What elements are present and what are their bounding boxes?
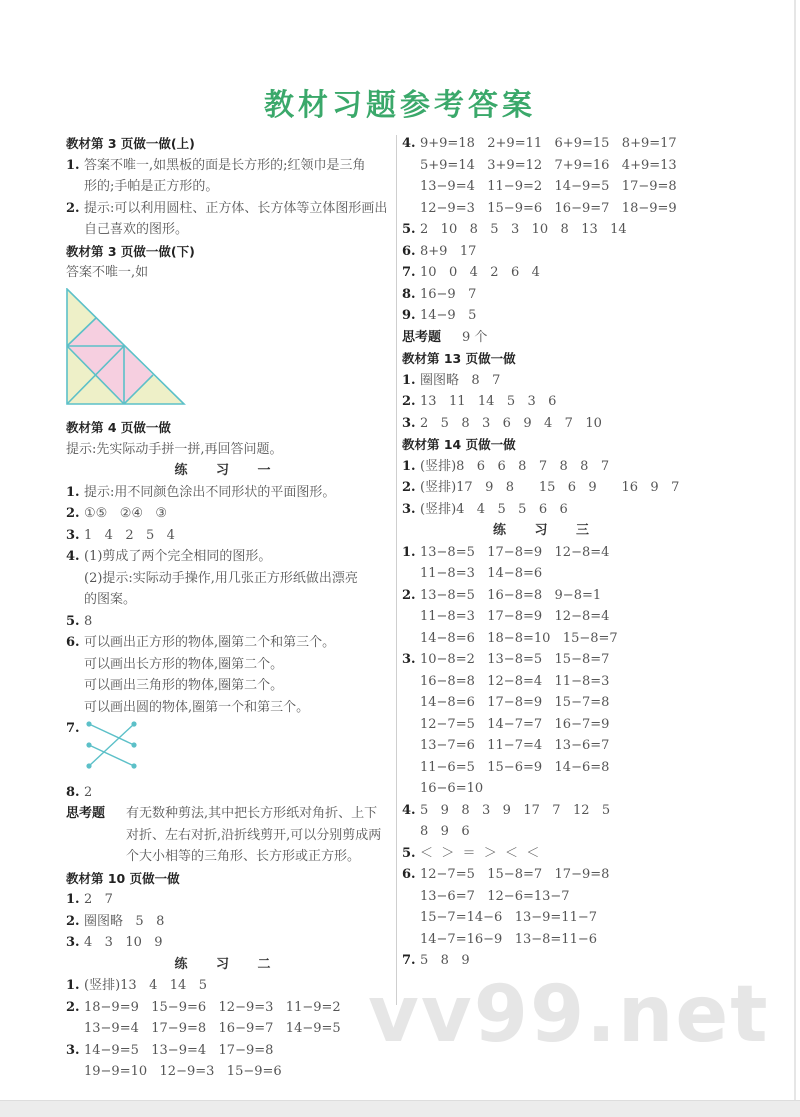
answer-lines bbox=[84, 718, 391, 782]
answer-line: 11−8=3 17−8=9 12−8=4 bbox=[420, 609, 610, 624]
answer-item bbox=[402, 305, 692, 327]
answer-line: 13−9=4 11−9=2 14−9=5 17−9=8 bbox=[420, 179, 677, 194]
section-heading: 教材第 10 页做一做 bbox=[66, 870, 180, 886]
answer-line: 5+9=14 3+9=12 7+9=16 4+9=13 bbox=[420, 157, 677, 173]
answer-line: 13−9=4 17−9=8 16−9=7 14−9=5 bbox=[84, 1021, 341, 1036]
item-number: 3. bbox=[66, 527, 80, 543]
watermark: vv99.net bbox=[368, 970, 770, 1060]
answer-lines bbox=[420, 262, 692, 284]
exercise-heading: 练 习 一 bbox=[174, 463, 283, 478]
answer-line: 5 9 8 3 9 17 7 12 5 bbox=[420, 802, 611, 818]
item-number: 6. bbox=[402, 243, 416, 259]
answer-text: 提示:先实际动手拼一拼,再回答问题。 bbox=[66, 441, 283, 457]
answer-lines bbox=[84, 611, 391, 633]
answer-lines bbox=[420, 542, 692, 585]
item-number: 4. bbox=[402, 136, 416, 151]
item-number: 7. bbox=[402, 953, 416, 968]
tangram-triangle-diagram bbox=[66, 288, 188, 406]
item-number: 3. bbox=[402, 501, 416, 517]
answer-line: 14−7=16−9 13−8=11−6 bbox=[420, 931, 598, 947]
answer-lines bbox=[84, 975, 391, 997]
answer-item bbox=[66, 503, 391, 525]
answer-line: 16−9 7 bbox=[420, 286, 477, 302]
answer-line: 19−9=10 12−9=3 15−9=6 bbox=[84, 1064, 282, 1079]
answer-line: 8+9 17 bbox=[420, 243, 477, 259]
answer-lines bbox=[84, 525, 391, 547]
answer-lines bbox=[84, 632, 391, 718]
answer-line: 13−8=5 16−8=8 9−8=1 bbox=[420, 587, 602, 603]
answer-lines bbox=[420, 800, 692, 843]
answer-lines bbox=[420, 219, 692, 241]
section-heading: 教材第 14 页做一做 bbox=[402, 437, 516, 452]
answer-item bbox=[402, 241, 692, 263]
answer-line: 答案不唯一,如黑板的面是长方形的;红领巾是三角 bbox=[84, 157, 366, 173]
answer-text: 答案不唯一,如 bbox=[66, 265, 149, 280]
answer-lines bbox=[420, 649, 692, 800]
answer-line: 2 bbox=[84, 784, 93, 800]
page-edge bbox=[794, 0, 796, 1100]
answer-line: 可以画出圆的物体,圈第一个和第三个。 bbox=[84, 699, 310, 715]
item-number: 1. bbox=[66, 892, 80, 907]
answer-lines bbox=[462, 327, 692, 349]
answer-line: 5 8 9 bbox=[420, 953, 470, 968]
answer-line: ＜ ＞ ＝ ＞ ＜ ＜ bbox=[420, 845, 540, 861]
answer-item bbox=[402, 843, 692, 865]
answer-lines bbox=[84, 482, 391, 504]
item-number: 2. bbox=[66, 200, 80, 216]
answer-item bbox=[66, 611, 391, 633]
item-number: 2. bbox=[402, 587, 416, 603]
item-number: 1. bbox=[402, 372, 416, 388]
item-number: 1. bbox=[66, 484, 80, 500]
answer-item bbox=[402, 864, 692, 950]
item-number: 4. bbox=[402, 802, 416, 818]
item-number: 1. bbox=[66, 978, 80, 993]
item-number: 8. bbox=[402, 286, 416, 302]
answer-line: 18−9=9 15−9=6 12−9=3 11−9=2 bbox=[84, 999, 341, 1015]
answer-line: 提示:用不同颜色涂出不同形状的平面图形。 bbox=[84, 484, 336, 500]
answer-lines bbox=[84, 1040, 391, 1083]
answer-lines bbox=[84, 782, 391, 804]
answer-line: 8 bbox=[84, 613, 93, 629]
answer-item bbox=[66, 546, 391, 611]
item-number: 2. bbox=[66, 999, 80, 1015]
answer-lines bbox=[84, 911, 391, 933]
left-column bbox=[66, 133, 391, 1083]
answer-lines bbox=[420, 370, 692, 392]
answer-line: 8 9 6 bbox=[420, 824, 470, 839]
answer-lines bbox=[420, 499, 692, 521]
answer-item bbox=[66, 155, 391, 198]
matching-lines-diagram bbox=[84, 718, 144, 774]
answer-item bbox=[402, 133, 692, 219]
answer-line: 圈图略 5 8 bbox=[84, 913, 165, 929]
answer-line: 9+9=18 2+9=11 6+9=15 8+9=17 bbox=[420, 136, 677, 151]
answer-line: 15−7=14−6 13−9=11−7 bbox=[420, 910, 598, 925]
answer-item bbox=[402, 413, 692, 435]
answer-item bbox=[402, 327, 692, 349]
item-number: 3. bbox=[66, 935, 80, 950]
answer-item bbox=[402, 391, 692, 413]
answer-item bbox=[66, 718, 391, 782]
answer-lines bbox=[420, 133, 692, 219]
section-heading: 教材第 13 页做一做 bbox=[402, 351, 516, 366]
section-heading: 教材第 4 页做一做 bbox=[66, 420, 171, 435]
answer-item bbox=[402, 499, 692, 521]
answer-line: 11−6=5 15−6=9 14−6=8 bbox=[420, 759, 610, 775]
answer-lines bbox=[420, 477, 692, 499]
item-number: 3. bbox=[402, 415, 416, 431]
answer-item bbox=[402, 284, 692, 306]
answer-lines bbox=[420, 391, 692, 413]
exercise-heading: 练 习 二 bbox=[174, 956, 283, 972]
page-title: 教材习题参考答案 bbox=[264, 88, 536, 123]
answer-lines bbox=[420, 241, 692, 263]
bottom-bar bbox=[0, 1100, 800, 1117]
right-column bbox=[402, 133, 692, 972]
item-number: 8. bbox=[66, 784, 80, 800]
answer-item bbox=[402, 370, 692, 392]
answer-item bbox=[66, 975, 391, 997]
answer-line: 2 5 8 3 6 9 4 7 10 bbox=[420, 415, 602, 431]
section-heading: 教材第 3 页做一做(下) bbox=[66, 243, 195, 259]
answer-line: 9 个 bbox=[462, 329, 488, 345]
answer-lines bbox=[420, 864, 692, 950]
item-number: 5. bbox=[66, 613, 80, 629]
answer-item bbox=[66, 198, 391, 241]
answer-item bbox=[402, 262, 692, 284]
answer-item bbox=[66, 932, 391, 954]
matching-lines-figure bbox=[84, 718, 391, 782]
item-number: 3. bbox=[402, 652, 416, 667]
answer-line: 10 0 4 2 6 4 bbox=[420, 265, 540, 280]
answer-line: 12−7=5 14−7=7 16−7=9 bbox=[420, 716, 610, 732]
answer-item bbox=[66, 782, 391, 804]
answer-line: 14−8=6 17−8=9 15−7=8 bbox=[420, 695, 610, 710]
answer-line: 13−8=5 17−8=9 12−8=4 bbox=[420, 544, 610, 560]
item-number: 2. bbox=[402, 394, 416, 409]
answer-line: 13 11 14 5 3 6 bbox=[420, 394, 557, 409]
answer-line: ①⑤ ②④ ③ bbox=[84, 506, 168, 521]
answer-item bbox=[402, 649, 692, 800]
answer-line: 可以画出长方形的物体,圈第二个。 bbox=[84, 656, 284, 672]
answer-lines bbox=[84, 889, 391, 911]
answer-line: (竖排)17 9 8 15 6 9 16 9 7 bbox=[420, 480, 680, 495]
answer-lines bbox=[126, 803, 391, 868]
answer-line: 14−9 5 bbox=[420, 308, 477, 323]
section-heading: 教材第 3 页做一做(上) bbox=[66, 136, 195, 151]
answer-item bbox=[66, 803, 391, 868]
answer-line: 的图案。 bbox=[84, 592, 137, 607]
answer-item bbox=[66, 889, 391, 911]
item-number: 7. bbox=[402, 265, 416, 280]
answer-line: 4 3 10 9 bbox=[84, 935, 163, 950]
answer-item bbox=[66, 997, 391, 1040]
answer-lines bbox=[84, 932, 391, 954]
answer-item bbox=[66, 632, 391, 718]
answer-line: 16−8=8 12−8=4 11−8=3 bbox=[420, 673, 610, 689]
answer-lines bbox=[84, 155, 391, 198]
column-divider bbox=[396, 135, 397, 1005]
answer-item bbox=[402, 800, 692, 843]
item-number: 5. bbox=[402, 845, 416, 861]
item-number: 6. bbox=[66, 635, 80, 650]
item-number: 1. bbox=[402, 458, 416, 474]
item-number: 6. bbox=[402, 867, 416, 882]
item-number: 3. bbox=[66, 1042, 80, 1058]
answer-line: 可以画出三角形的物体,圈第二个。 bbox=[84, 678, 284, 693]
tangram-triangle-figure bbox=[66, 288, 391, 414]
answer-item bbox=[66, 525, 391, 547]
answer-lines bbox=[420, 284, 692, 306]
item-number: 9. bbox=[402, 308, 416, 323]
answer-line: 14−8=6 18−8=10 15−8=7 bbox=[420, 630, 618, 646]
answer-lines bbox=[420, 305, 692, 327]
item-number: 2. bbox=[402, 480, 416, 495]
answer-line: 有无数种剪法,其中把长方形纸对角折、上下 bbox=[126, 806, 378, 821]
answer-lines bbox=[420, 585, 692, 650]
answer-item bbox=[402, 950, 692, 972]
answer-line: 提示:可以利用圆柱、正方体、长方体等立体图形画出 bbox=[84, 200, 388, 216]
item-number: 1. bbox=[66, 157, 80, 173]
item-number: 思考题 bbox=[402, 329, 442, 345]
answer-line: 2 7 bbox=[84, 892, 113, 907]
item-number: 5. bbox=[402, 222, 416, 237]
answer-item bbox=[66, 482, 391, 504]
answer-line: 12−9=3 15−9=6 16−9=7 18−9=9 bbox=[420, 200, 677, 216]
answer-line: 2 10 8 5 3 10 8 13 14 bbox=[420, 222, 627, 237]
answer-line: 形的;手帕是正方形的。 bbox=[84, 179, 219, 194]
answer-lines bbox=[84, 503, 391, 525]
answer-line: (竖排)13 4 14 5 bbox=[84, 978, 207, 993]
answer-item bbox=[402, 542, 692, 585]
item-number: 1. bbox=[402, 544, 416, 560]
answer-lines bbox=[84, 546, 391, 611]
answer-item bbox=[402, 219, 692, 241]
answer-line: (2)提示:实际动手操作,用几张正方形纸做出漂亮 bbox=[84, 570, 358, 586]
item-number: 2. bbox=[66, 506, 80, 521]
answer-line: 个大小相等的三角形、长方形或正方形。 bbox=[126, 849, 361, 864]
answer-line: 13−6=7 12−6=13−7 bbox=[420, 888, 570, 904]
answer-item bbox=[66, 1040, 391, 1083]
answer-line: 可以画出正方形的物体,圈第二个和第三个。 bbox=[84, 635, 336, 650]
answer-line: 10−8=2 13−8=5 15−8=7 bbox=[420, 652, 610, 667]
answer-item bbox=[402, 477, 692, 499]
answer-line: (1)剪成了两个完全相同的图形。 bbox=[84, 549, 272, 564]
answer-lines bbox=[84, 198, 391, 241]
exercise-heading: 练 习 三 bbox=[492, 523, 602, 538]
answer-lines bbox=[420, 413, 692, 435]
answer-line: (竖排)4 4 5 5 6 6 bbox=[420, 501, 568, 517]
answer-lines bbox=[420, 843, 692, 865]
answer-line: 1 4 2 5 4 bbox=[84, 527, 175, 543]
answer-line: 自己喜欢的图形。 bbox=[84, 222, 189, 237]
answer-line: (竖排)8 6 6 8 7 8 8 7 bbox=[420, 458, 610, 474]
answer-lines bbox=[420, 950, 692, 972]
answer-lines bbox=[84, 997, 391, 1040]
item-number: 7. bbox=[66, 721, 80, 736]
item-number: 思考题 bbox=[66, 806, 106, 821]
answer-item bbox=[402, 585, 692, 650]
answer-line: 14−9=5 13−9=4 17−9=8 bbox=[84, 1042, 274, 1058]
answer-line: 11−8=3 14−8=6 bbox=[420, 566, 543, 581]
answer-line: 16−6=10 bbox=[420, 781, 484, 796]
answer-lines bbox=[420, 456, 692, 478]
answer-item bbox=[66, 911, 391, 933]
answer-line: 13−7=6 11−7=4 13−6=7 bbox=[420, 738, 610, 753]
answer-item bbox=[402, 456, 692, 478]
answer-line: 圈图略 8 7 bbox=[420, 372, 501, 388]
item-number: 4. bbox=[66, 549, 80, 564]
answer-line: 12−7=5 15−8=7 17−9=8 bbox=[420, 867, 610, 882]
answer-line: 对折、左右对折,沿折线剪开,可以分别剪成两 bbox=[126, 827, 382, 843]
item-number: 2. bbox=[66, 913, 80, 929]
